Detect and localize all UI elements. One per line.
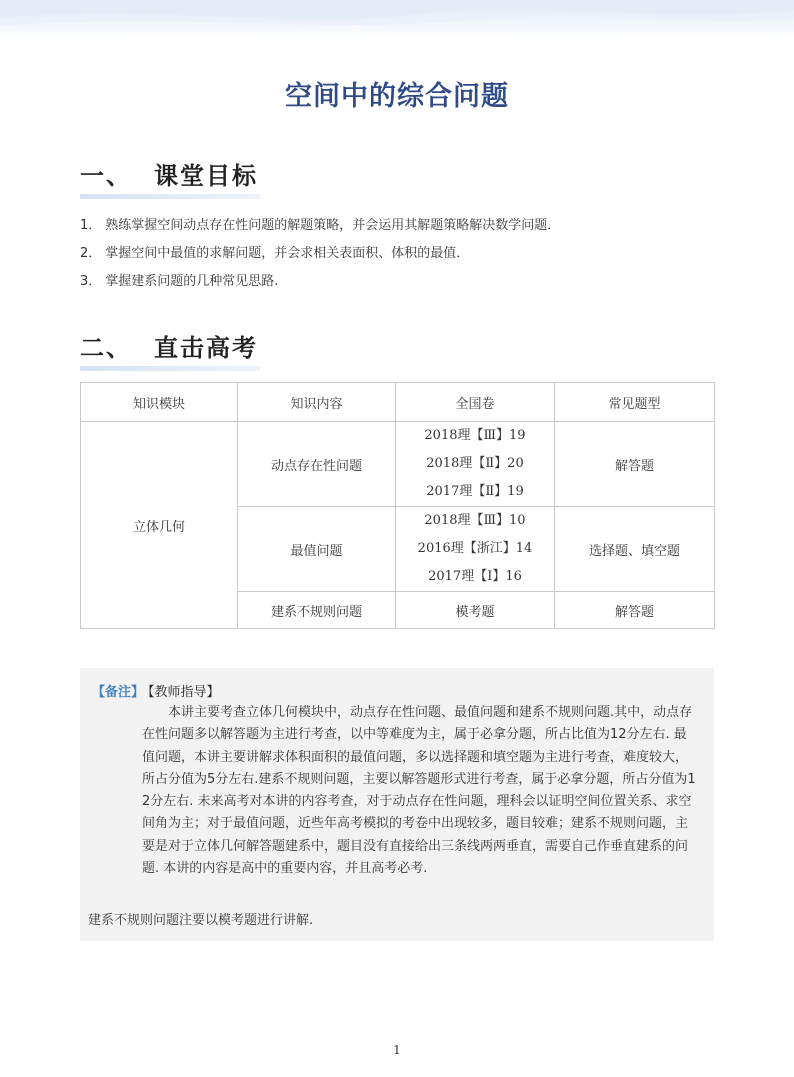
list-item-index: 3．	[80, 274, 102, 289]
list-item	[80, 212, 720, 240]
note-body: 本讲主要考查立体几何模块中，动点存在性问题、最值问题和建系不规则问题.其中，动点存在性问题多以解答题为主进行考查，以中等难度为主，属于必拿分题，所占比值为12分左右. 最值问题，本讲主要讲解求体积面积的最值问题，多以选择题和填空题为主进行考查，难度较大，所占分值为5分左右.建系不规则问题，主要以解答题形式进行考查，属于必拿分题，所占分值为12分左右. 未来高考对本讲的内容考查，对于动点存在性问题，理科会以证明空间位置关系、求空间角为主；对于最值问题，近些年高考模拟的考卷中出现较多，题目较难；建系不规则问题，主要是对于立体几何解答题建系中，题目没有直接给出三条线两两垂直，需要自己作垂直建系的问题. 本讲的内容是高中的重要内容，并且高考必考.	[142, 705, 696, 877]
section-label: 课堂目标	[154, 162, 258, 190]
exam-entry: 2016理【浙江】14	[417, 541, 533, 556]
note-tag: 【备注】	[92, 685, 145, 700]
list-item-text: 掌握建系问题的几种常见思路.	[105, 274, 279, 289]
exam-entry: 2018理【Ⅱ】20	[426, 456, 524, 471]
section-label: 直击高考	[154, 334, 258, 362]
section-underline	[80, 366, 260, 371]
column-header: 知识内容	[238, 383, 396, 422]
type-cell: 选择题、填空题	[555, 507, 715, 592]
list-item	[80, 268, 720, 296]
content-cell: 动点存在性问题	[238, 422, 396, 507]
table-row	[81, 422, 715, 507]
page-number: 1	[393, 1043, 401, 1057]
content-cell: 建系不规则问题	[238, 592, 396, 629]
exam-entry: 2017理【Ⅰ】16	[428, 569, 522, 584]
exam-table	[80, 382, 715, 629]
wave-decoration-icon	[0, 0, 794, 40]
teacher-note-box	[80, 668, 714, 941]
table-header-row	[81, 383, 715, 422]
list-item-index: 1．	[80, 218, 102, 233]
exam-entry: 2018理【Ⅲ】19	[424, 428, 526, 443]
note-body-second: 建系不规则问题注要以模考题进行讲解.	[88, 913, 314, 928]
list-item-text: 掌握空间中最值的求解问题，并会求相关表面积、体积的最值．	[105, 246, 470, 261]
section-underline	[80, 194, 260, 199]
note-header	[92, 681, 220, 700]
section-heading-goals	[80, 156, 258, 191]
header-decoration	[0, 0, 794, 40]
section-number: 二、	[80, 334, 132, 362]
content-cell: 最值问题	[238, 507, 396, 592]
page-title: 空间中的综合问题	[285, 81, 509, 112]
exam-cell: 模考题	[396, 592, 555, 629]
exam-entry: 2017理【Ⅱ】19	[426, 484, 524, 499]
list-item	[80, 240, 720, 268]
section-heading-exam	[80, 328, 258, 363]
exam-cell	[396, 507, 555, 592]
type-cell: 解答题	[555, 422, 715, 507]
column-header: 知识模块	[81, 383, 238, 422]
exam-cell	[396, 422, 555, 507]
module-cell: 立体几何	[81, 422, 238, 629]
list-item-text: 熟练掌握空间动点存在性问题的解题策略，并会运用其解题策略解决数学问题．	[105, 218, 561, 233]
column-header: 全国卷	[396, 383, 555, 422]
exam-entry: 2018理【Ⅲ】10	[424, 513, 526, 528]
list-item-index: 2．	[80, 246, 102, 261]
column-header: 常见题型	[555, 383, 715, 422]
note-label: 【教师指导】	[148, 685, 220, 700]
section-number: 一、	[80, 162, 132, 190]
type-cell: 解答题	[555, 592, 715, 629]
goal-list	[80, 212, 720, 296]
